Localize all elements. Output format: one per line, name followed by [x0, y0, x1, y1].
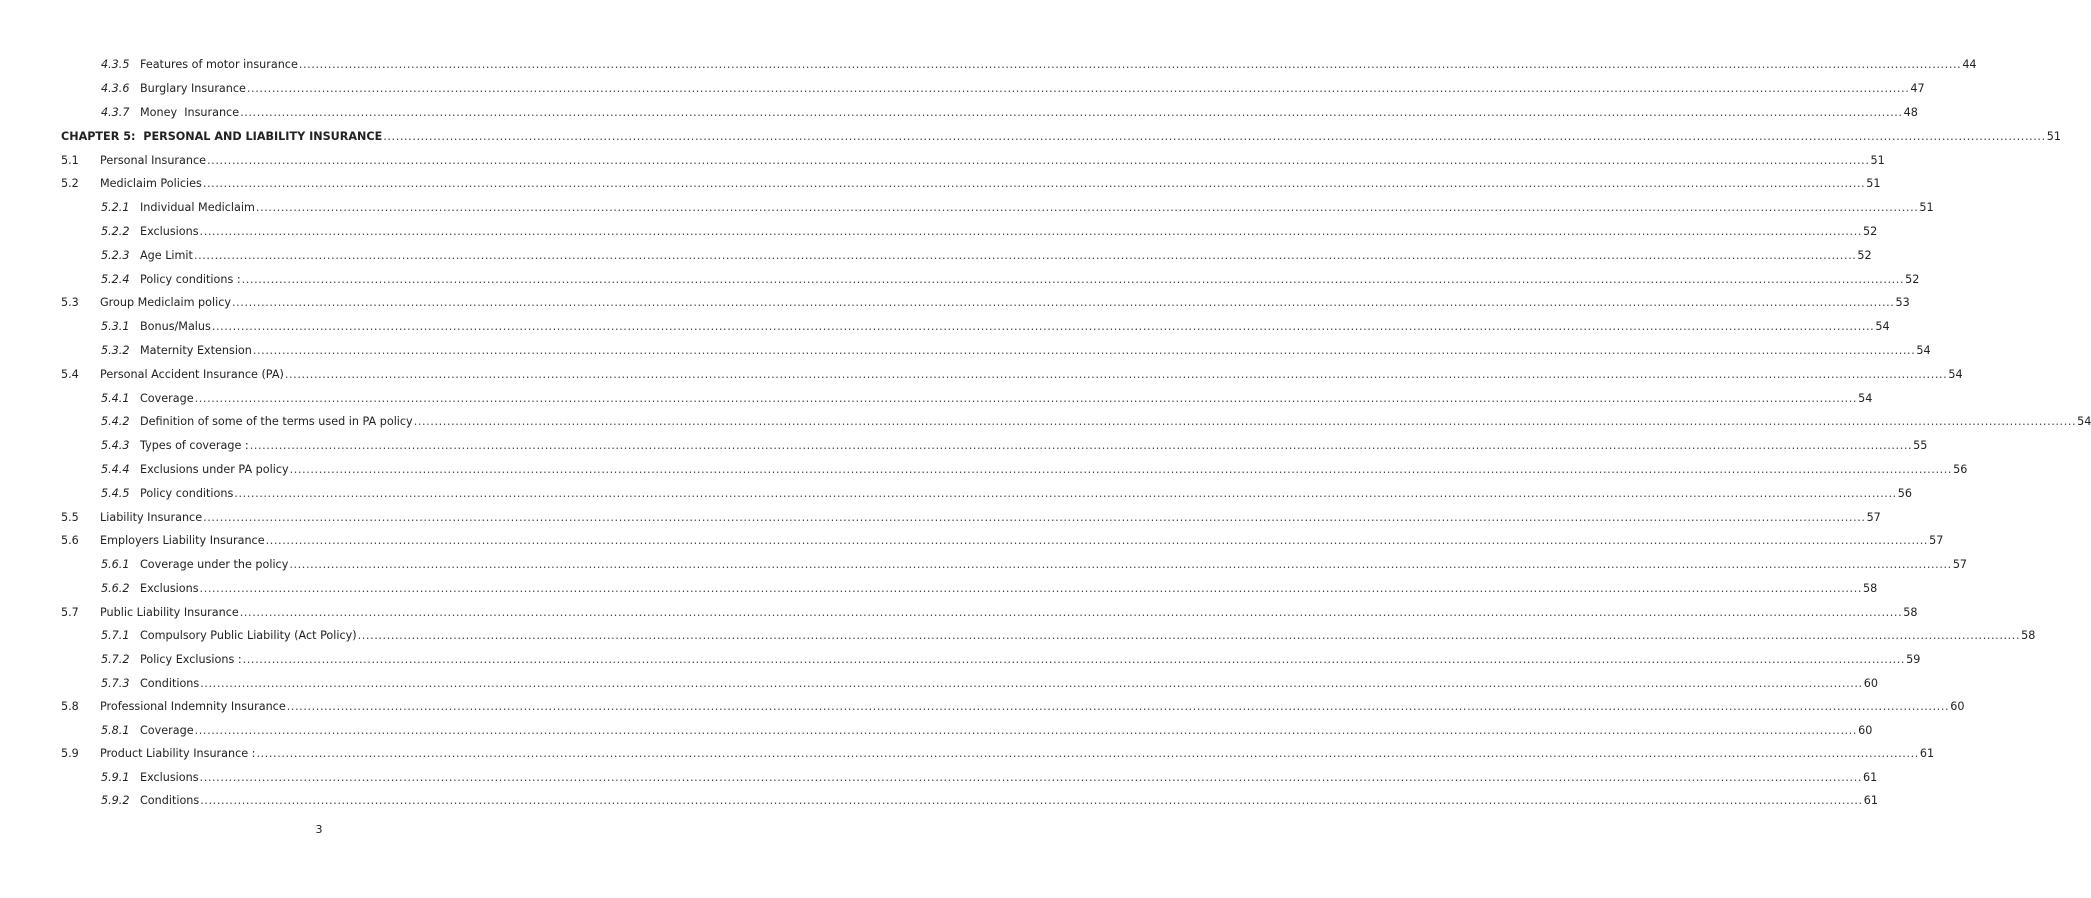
toc-entry-page: 54 [1875, 320, 1890, 333]
toc-subsection-entry[interactable] [0, 557, 1968, 573]
toc-entry-title: Exclusions [140, 771, 199, 784]
toc-entry-number: 5.3.1 [101, 320, 130, 333]
toc-entry-title: Liability Insurance [100, 511, 203, 524]
toc-entry-page: 54 [1948, 368, 1963, 381]
toc-entry-title: Mediclaim Policies [100, 177, 202, 190]
toc-entry-number: 5.7.1 [101, 629, 130, 642]
toc-entry-number: 5.4.4 [101, 463, 130, 476]
dot-leader: ................................................................................................................................................................................................................................................................................................................................................................................................................ [357, 629, 2021, 642]
toc-subsection-entry[interactable] [0, 652, 1921, 668]
dot-leader: ................................................................................................................................................................................................................................................................................................................................................................................................................ [246, 82, 1910, 95]
toc-entry-title: Personal Accident Insurance (PA) [100, 368, 284, 381]
toc-entry-title: Money Insurance [140, 106, 240, 119]
toc-entry-line [140, 343, 1931, 359]
dot-leader: ................................................................................................................................................................................................................................................................................................................................................................................................................ [199, 582, 1863, 595]
toc-entry-title: Maternity Extension [140, 344, 252, 357]
toc-entry-title: Personal Insurance [100, 154, 207, 167]
toc-entry-title: Exclusions [140, 225, 199, 238]
toc-entry-title: Individual Mediclaim [140, 201, 255, 214]
dot-leader: ................................................................................................................................................................................................................................................................................................................................................................................................................ [265, 534, 1929, 547]
toc-entry-page: 59 [1906, 653, 1921, 666]
dot-leader: ................................................................................................................................................................................................................................................................................................................................................................................................................ [289, 558, 1952, 571]
toc-entry-line [100, 176, 1881, 192]
toc-entry-title: Public Liability Insurance [100, 606, 239, 619]
dot-leader: ................................................................................................................................................................................................................................................................................................................................................................................................................ [255, 201, 1919, 214]
toc-section-entry[interactable] [0, 367, 1963, 383]
toc-entry-page: 58 [1903, 606, 1918, 619]
toc-entry-number: 5.7.3 [101, 677, 130, 690]
toc-entry-line [140, 557, 1968, 573]
toc-entry-line [140, 770, 1878, 786]
dot-leader: ................................................................................................................................................................................................................................................................................................................................................................................................................ [239, 606, 1903, 619]
toc-entry-title: Policy conditions : [140, 273, 241, 286]
toc-entry-page: 52 [1857, 249, 1872, 262]
toc-entry-number: 5.2.3 [101, 249, 130, 262]
toc-entry-page: 54 [2077, 415, 2091, 428]
dot-leader: ................................................................................................................................................................................................................................................................................................................................................................................................................ [231, 296, 1895, 309]
toc-subsection-entry[interactable] [0, 628, 2036, 644]
dot-leader: ................................................................................................................................................................................................................................................................................................................................................................................................................ [240, 106, 1903, 119]
toc-entry-page: 51 [1870, 154, 1885, 167]
toc-entry-page: 54 [1916, 344, 1931, 357]
toc-entry-title: Compulsory Public Liability (Act Policy) [140, 629, 357, 642]
toc-entry-page: 47 [1910, 82, 1925, 95]
toc-entry-title: Conditions [140, 794, 200, 807]
toc-subsection-entry[interactable] [0, 200, 1934, 216]
toc-entry-line [140, 628, 2036, 644]
toc-entry-number: 5.6.1 [101, 558, 130, 571]
toc-entry-number: 5.4.5 [101, 487, 130, 500]
toc-entry-line [100, 295, 1910, 311]
toc-entry-page: 58 [1863, 582, 1878, 595]
toc-entry-number: 5.7 [61, 606, 79, 619]
toc-entry-line [140, 414, 2091, 430]
dot-leader: ................................................................................................................................................................................................................................................................................................................................................................................................................ [284, 368, 1948, 381]
toc-subsection-entry[interactable] [0, 723, 1873, 739]
toc-entry-number: 5.2.4 [101, 273, 130, 286]
toc-subsection-entry[interactable] [0, 793, 1878, 809]
toc-entry-line [140, 105, 1918, 121]
toc-entry-page: 51 [1919, 201, 1934, 214]
dot-leader: ................................................................................................................................................................................................................................................................................................................................................................................................................ [193, 249, 1857, 262]
toc-entry-page: 52 [1863, 225, 1878, 238]
page-number: 3 [315, 823, 323, 836]
toc-entry-title: Exclusions under PA policy [140, 463, 289, 476]
toc-entry-number: 5.5 [61, 511, 79, 524]
toc-entry-line [100, 510, 1881, 526]
toc-entry-number: 5.9.2 [101, 794, 130, 807]
toc-entry-title: Coverage [140, 392, 194, 405]
toc-subsection-entry[interactable] [0, 319, 1890, 335]
toc-entry-number: 5.2.1 [101, 201, 130, 214]
toc-entry-page: 60 [1863, 677, 1878, 690]
toc-entry-line [140, 272, 1920, 288]
toc-subsection-entry[interactable] [0, 272, 1920, 288]
toc-section-entry[interactable] [0, 510, 1881, 526]
toc-entry-number: 5.9.1 [101, 771, 130, 784]
toc-entry-page: 55 [1913, 439, 1928, 452]
toc-entry-page: 61 [1863, 771, 1878, 784]
toc-entry-line [140, 486, 1913, 502]
dot-leader: ................................................................................................................................................................................................................................................................................................................................................................................................................ [200, 677, 1863, 690]
toc-section-entry[interactable] [0, 533, 1944, 549]
toc-entry-line [140, 57, 1977, 73]
toc-subsection-entry[interactable] [0, 224, 1878, 240]
toc-entry-title: Conditions [140, 677, 200, 690]
toc-entry-title: Group Mediclaim policy [100, 296, 231, 309]
toc-chapter-entry[interactable] [0, 129, 2061, 145]
toc-section-entry[interactable] [0, 746, 1935, 762]
toc-entry-title: Policy conditions [140, 487, 234, 500]
toc-entry-title: Features of motor insurance [140, 58, 298, 71]
toc-entry-page: 52 [1905, 273, 1920, 286]
toc-entry-page: 57 [1866, 511, 1881, 524]
toc-subsection-entry[interactable] [0, 81, 1925, 97]
toc-entry-page: 61 [1863, 794, 1878, 807]
toc-entry-line [100, 533, 1944, 549]
toc-subsection-entry[interactable] [0, 343, 1931, 359]
toc-entry-page: 57 [1952, 558, 1968, 571]
toc-entry-page: 54 [1858, 392, 1873, 405]
toc-entry-number: 4.3.6 [101, 82, 130, 95]
toc-entry-number: 5.3.2 [101, 344, 130, 357]
dot-leader: ................................................................................................................................................................................................................................................................................................................................................................................................................ [211, 320, 1875, 333]
toc-entry-title: Definition of some of the terms used in PA policy [140, 415, 413, 428]
toc-entry-line [100, 153, 1885, 169]
toc-entry-page: 51 [1866, 177, 1881, 190]
toc-entry-title: Policy Exclusions : [140, 653, 242, 666]
toc-subsection-entry[interactable] [0, 248, 1872, 264]
toc-subsection-entry[interactable] [0, 462, 1968, 478]
toc-subsection-entry[interactable] [0, 105, 1918, 121]
toc-entry-number: 5.6.2 [101, 582, 130, 595]
toc-entry-line [140, 391, 1873, 407]
toc-entry-number: 5.3 [61, 296, 79, 309]
toc-entry-number: 4.3.5 [101, 58, 130, 71]
toc-entry-title: Types of coverage : [140, 439, 249, 452]
toc-entry-number: 5.4 [61, 368, 79, 381]
toc-entry-number: 5.8 [61, 700, 79, 713]
toc-entry-number: 5.1 [61, 154, 79, 167]
toc-entry-number: 5.8.1 [101, 724, 130, 737]
dot-leader: ................................................................................................................................................................................................................................................................................................................................................................................................................ [256, 747, 1919, 760]
toc-subsection-entry[interactable] [0, 486, 1913, 502]
toc-entry-number: 5.7.2 [101, 653, 130, 666]
toc-entry-title: Product Liability Insurance : [100, 747, 256, 760]
toc-entry-number: 5.4.3 [101, 439, 130, 452]
dot-leader: ................................................................................................................................................................................................................................................................................................................................................................................................................ [413, 415, 2077, 428]
dot-leader: ................................................................................................................................................................................................................................................................................................................................................................................................................ [199, 771, 1863, 784]
dot-leader: ................................................................................................................................................................................................................................................................................................................................................................................................................ [203, 511, 1866, 524]
toc-entry-line [140, 248, 1872, 264]
toc-section-entry[interactable] [0, 295, 1910, 311]
toc-section-entry[interactable] [0, 699, 1965, 715]
toc-entry-page: 56 [1897, 487, 1913, 500]
toc-entry-page: 60 [1950, 700, 1965, 713]
toc-entry-line [100, 605, 1918, 621]
toc-entry-title: Exclusions [140, 582, 199, 595]
toc-entry-title: Bonus/Malus [140, 320, 211, 333]
toc-entry-line [140, 200, 1934, 216]
toc-entry-line [100, 699, 1965, 715]
toc-entry-line [140, 793, 1878, 809]
toc-subsection-entry[interactable] [0, 414, 2091, 430]
toc-entry-line [100, 367, 1963, 383]
toc-entry-page: 60 [1858, 724, 1873, 737]
toc-entry-line [140, 462, 1968, 478]
toc-entry-line [100, 746, 1935, 762]
dot-leader: ................................................................................................................................................................................................................................................................................................................................................................................................................ [194, 392, 1858, 405]
toc-entry-line [140, 224, 1878, 240]
toc-subsection-entry[interactable] [0, 438, 1928, 454]
toc-entry-page: 57 [1929, 534, 1944, 547]
toc-section-entry[interactable] [0, 605, 1918, 621]
dot-leader: ................................................................................................................................................................................................................................................................................................................................................................................................................ [200, 794, 1863, 807]
toc-entry-number: 4.3.7 [101, 106, 130, 119]
toc-entry-line [140, 81, 1925, 97]
toc-entry-line [61, 129, 2061, 145]
dot-leader: ................................................................................................................................................................................................................................................................................................................................................................................................................ [383, 130, 2046, 143]
dot-leader: ................................................................................................................................................................................................................................................................................................................................................................................................................ [242, 653, 1906, 666]
dot-leader: ................................................................................................................................................................................................................................................................................................................................................................................................................ [207, 154, 1870, 167]
dot-leader: ................................................................................................................................................................................................................................................................................................................................................................................................................ [199, 225, 1863, 238]
dot-leader: ................................................................................................................................................................................................................................................................................................................................................................................................................ [194, 724, 1858, 737]
toc-entry-page: 44 [1962, 58, 1977, 71]
toc-entry-line [140, 723, 1873, 739]
toc-entry-number: 5.4.2 [101, 415, 130, 428]
toc-entry-line [140, 581, 1878, 597]
toc-entry-number: 5.2.2 [101, 225, 130, 238]
toc-entry-line [140, 438, 1928, 454]
toc-subsection-entry[interactable] [0, 57, 1977, 73]
toc-entry-title: Professional Indemnity Insurance [100, 700, 286, 713]
toc-section-entry[interactable] [0, 153, 1885, 169]
toc-entry-number: 5.6 [61, 534, 79, 547]
toc-entry-line [140, 652, 1921, 668]
toc-entry-page: 61 [1919, 747, 1935, 760]
toc-subsection-entry[interactable] [0, 676, 1878, 692]
dot-leader: ................................................................................................................................................................................................................................................................................................................................................................................................................ [234, 487, 1897, 500]
toc-entry-number: 5.4.1 [101, 392, 130, 405]
toc-entry-title: Employers Liability Insurance [100, 534, 265, 547]
toc-entry-number: 5.9 [61, 747, 79, 760]
toc-entry-title: Burglary Insurance [140, 82, 246, 95]
toc-entry-title: CHAPTER 5: PERSONAL AND LIABILITY INSURANCE [61, 130, 383, 143]
toc-entry-number: 5.2 [61, 177, 79, 190]
dot-leader: ................................................................................................................................................................................................................................................................................................................................................................................................................ [241, 273, 1905, 286]
toc-entry-page: 56 [1953, 463, 1968, 476]
toc-entry-page: 48 [1903, 106, 1918, 119]
toc-entry-title: Coverage [140, 724, 194, 737]
toc-entry-page: 53 [1895, 296, 1910, 309]
dot-leader: ................................................................................................................................................................................................................................................................................................................................................................................................................ [286, 700, 1950, 713]
toc-entry-page: 51 [2046, 130, 2061, 143]
toc-entry-line [140, 676, 1878, 692]
dot-leader: ................................................................................................................................................................................................................................................................................................................................................................................................................ [252, 344, 1916, 357]
dot-leader: ................................................................................................................................................................................................................................................................................................................................................................................................................ [202, 177, 1866, 190]
toc-entry-title: Age Limit [140, 249, 193, 262]
toc-entry-line [140, 319, 1890, 335]
toc-section-entry[interactable] [0, 176, 1881, 192]
dot-leader: ................................................................................................................................................................................................................................................................................................................................................................................................................ [249, 439, 1913, 452]
toc-subsection-entry[interactable] [0, 581, 1878, 597]
toc-entry-page: 58 [2021, 629, 2036, 642]
toc-subsection-entry[interactable] [0, 770, 1878, 786]
dot-leader: ................................................................................................................................................................................................................................................................................................................................................................................................................ [298, 58, 1962, 71]
toc-subsection-entry[interactable] [0, 391, 1873, 407]
dot-leader: ................................................................................................................................................................................................................................................................................................................................................................................................................ [289, 463, 1953, 476]
toc-entry-title: Coverage under the policy [140, 558, 289, 571]
